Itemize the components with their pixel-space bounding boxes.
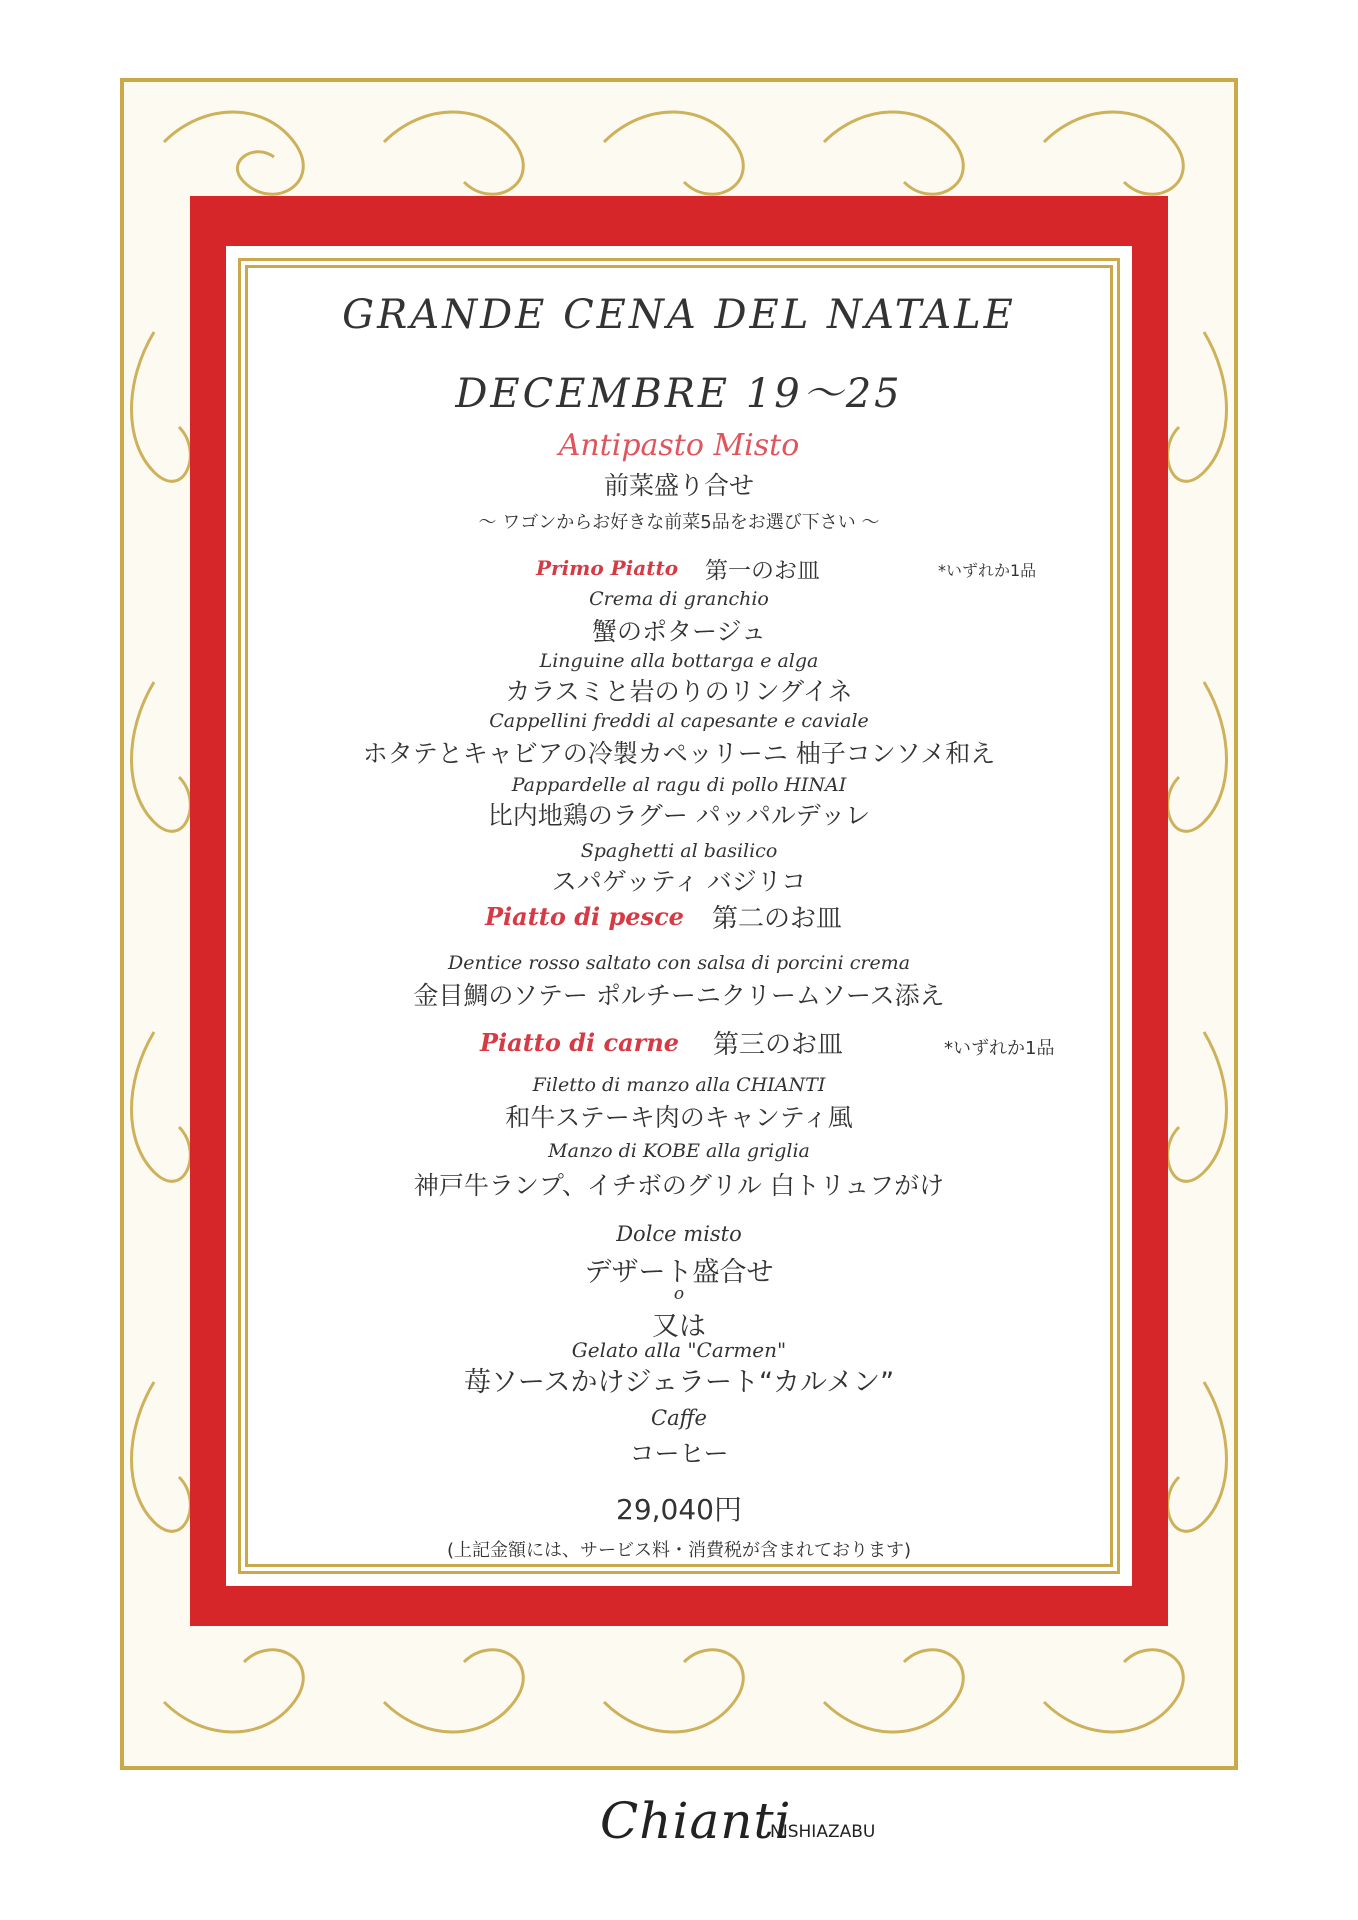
pesce-item-1-it: Dentice rosso saltato con salsa di porcini crema: [447, 952, 911, 974]
primo-item-3-it: Cappellini freddi al capesante e caviale: [489, 710, 869, 732]
dolce-alt-jp: 苺ソースかけジェラート“カルメン”: [463, 1367, 895, 1398]
carne-choice: *いずれか1品: [944, 1038, 1055, 1059]
chianti-logo: Chianti: [600, 1792, 792, 1850]
carne-it: Piatto di carne: [480, 1028, 680, 1057]
primo-item-4-it: Pappardelle al ragu di pollo HINAI: [511, 774, 847, 796]
antipasto-it: Antipasto Misto: [558, 428, 800, 463]
primo-jp: 第一のお皿: [705, 558, 820, 584]
primo-item-4-jp: 比内地鶏のラグー パッパルデッレ: [487, 801, 871, 830]
primo-item-2-jp: カラスミと岩のりのリングイネ: [505, 677, 853, 706]
primo-item-1-jp: 蟹のポタージュ: [591, 617, 766, 646]
primo-item-2-it: Linguine alla bottarga e alga: [539, 650, 819, 672]
antipasto-note: ～ ワゴンからお好きな前菜5品をお選び下さい ～: [478, 512, 880, 533]
pesce-it: Piatto di pesce: [485, 902, 684, 931]
carne-item-1-it: Filetto di manzo alla CHIANTI: [532, 1074, 826, 1096]
price: 29,040円: [616, 1493, 742, 1526]
dolce-alt-it: Gelato alla "Carmen": [571, 1338, 787, 1362]
carne-item-2-it: Manzo di KOBE alla griglia: [548, 1140, 810, 1162]
dolce-jp: デザート盛合せ: [584, 1257, 774, 1288]
primo-it: Primo Piatto: [536, 556, 679, 580]
primo-item-5-jp: スパゲッティ バジリコ: [551, 867, 807, 896]
dolce-or-jp: 又は: [652, 1311, 706, 1342]
price-note: (上記金額には、サービス料・消費税が含まれております): [446, 1540, 912, 1561]
antipasto-jp: 前菜盛り合せ: [603, 471, 754, 500]
logo-location: NISHIAZABU: [770, 1822, 876, 1842]
primo-item-1-it: Crema di granchio: [589, 588, 769, 610]
caffe-jp: コーヒー: [629, 1439, 729, 1468]
carne-item-1-jp: 和牛ステーキ肉のキャンティ風: [505, 1103, 853, 1132]
menu-title: GRANDE CENA DEL NATALE: [342, 292, 1016, 338]
caffe-it: Caffe: [651, 1406, 707, 1430]
dolce-or-it: o: [673, 1284, 685, 1304]
primo-choice: *いずれか1品: [938, 561, 1037, 580]
menu-dates: DECEMBRE 19～25: [455, 371, 903, 417]
pesce-item-1-jp: 金目鯛のソテー ポルチーニクリームソース添え: [413, 981, 945, 1010]
dolce-it: Dolce misto: [616, 1222, 742, 1246]
carne-jp: 第三のお皿: [713, 1030, 844, 1060]
primo-item-3-jp: ホタテとキャビアの冷製カペッリーニ 柚子コンソメ和え: [362, 739, 996, 768]
primo-item-5-it: Spaghetti al basilico: [580, 840, 778, 862]
pesce-jp: 第二のお皿: [712, 904, 843, 934]
carne-item-2-jp: 神戸牛ランプ、イチボのグリル 白トリュフがけ: [413, 1171, 945, 1200]
